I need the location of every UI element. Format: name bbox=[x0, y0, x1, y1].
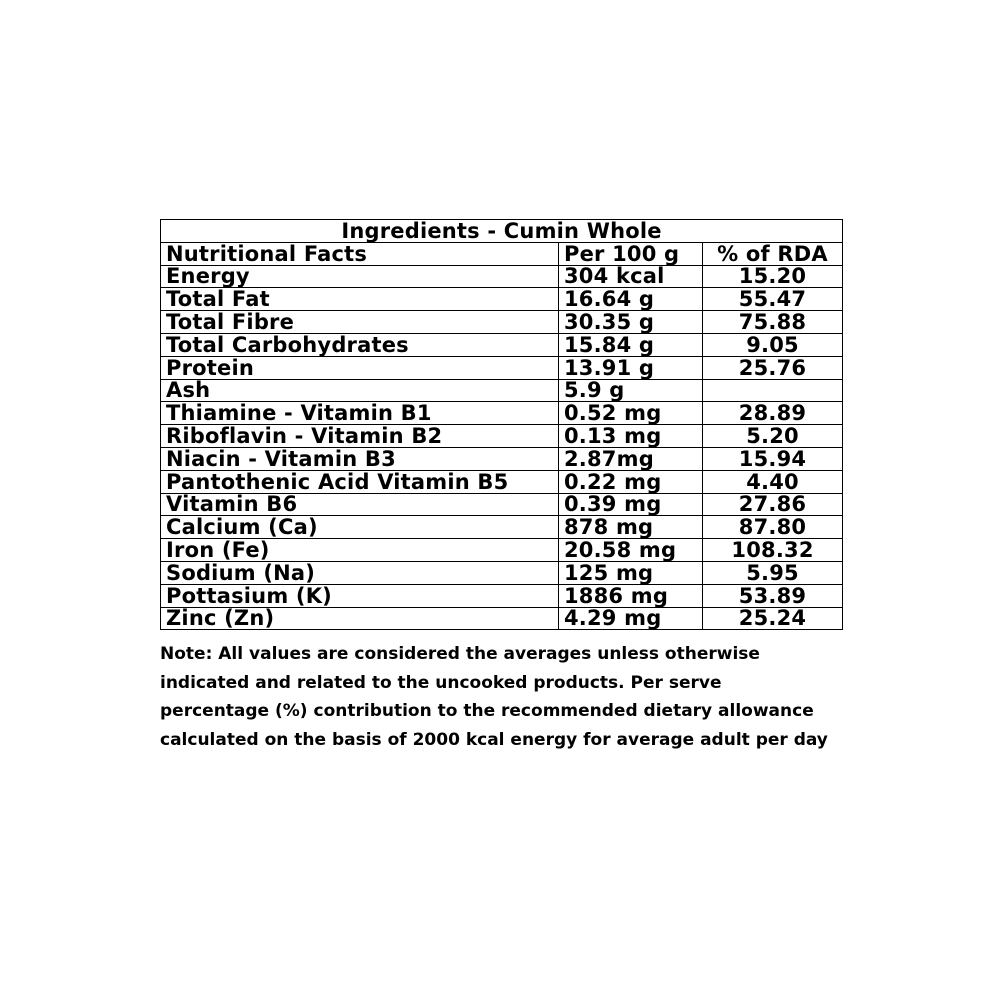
per-100g-value: 15.84 g bbox=[559, 333, 703, 356]
table-title: Ingredients - Cumin Whole bbox=[161, 220, 843, 243]
header-nutritional-facts: Nutritional Facts bbox=[161, 242, 559, 265]
table-row bbox=[161, 288, 843, 311]
rda-value: 87.80 bbox=[703, 516, 843, 539]
per-100g-value: 125 mg bbox=[559, 561, 703, 584]
rda-value: 4.40 bbox=[703, 470, 843, 493]
rda-value bbox=[703, 379, 843, 402]
nutrient-name: Energy bbox=[161, 265, 559, 288]
nutrient-name: Sodium (Na) bbox=[161, 561, 559, 584]
nutrient-name: Total Carbohydrates bbox=[161, 333, 559, 356]
table-body bbox=[161, 242, 843, 630]
per-100g-value: 0.39 mg bbox=[559, 493, 703, 516]
table-row bbox=[161, 333, 843, 356]
nutrient-name: Protein bbox=[161, 356, 559, 379]
nutrient-name: Ash bbox=[161, 379, 559, 402]
per-100g-value: 0.13 mg bbox=[559, 425, 703, 448]
per-100g-value: 878 mg bbox=[559, 516, 703, 539]
table-row bbox=[161, 561, 843, 584]
footnote-line: calculated on the basis of 2000 kcal energy for average adult per day bbox=[160, 729, 828, 750]
rda-value: 28.89 bbox=[703, 402, 843, 425]
nutrient-name: Pantothenic Acid Vitamin B5 bbox=[161, 470, 559, 493]
rda-value: 15.20 bbox=[703, 265, 843, 288]
table-row bbox=[161, 539, 843, 562]
nutrient-name: Calcium (Ca) bbox=[161, 516, 559, 539]
rda-value: 25.76 bbox=[703, 356, 843, 379]
per-100g-value: 4.29 mg bbox=[559, 607, 703, 630]
per-100g-value: 304 kcal bbox=[559, 265, 703, 288]
nutrient-name: Pottasium (K) bbox=[161, 584, 559, 607]
table-title-row bbox=[161, 220, 843, 243]
rda-value: 5.95 bbox=[703, 561, 843, 584]
nutrient-name: Niacin - Vitamin B3 bbox=[161, 447, 559, 470]
header-percent-rda: % of RDA bbox=[703, 242, 843, 265]
table-row bbox=[161, 379, 843, 402]
footnote-line: percentage (%) contribution to the recommended dietary allowance bbox=[160, 701, 814, 722]
table-row bbox=[161, 584, 843, 607]
per-100g-value: 1886 mg bbox=[559, 584, 703, 607]
rda-value: 5.20 bbox=[703, 425, 843, 448]
nutrition-panel bbox=[160, 219, 842, 754]
table-row bbox=[161, 447, 843, 470]
per-100g-value: 16.64 g bbox=[559, 288, 703, 311]
nutrient-name: Thiamine - Vitamin B1 bbox=[161, 402, 559, 425]
table-row bbox=[161, 493, 843, 516]
nutrient-name: Riboflavin - Vitamin B2 bbox=[161, 425, 559, 448]
table-row bbox=[161, 311, 843, 334]
per-100g-value: 0.52 mg bbox=[559, 402, 703, 425]
table-row bbox=[161, 265, 843, 288]
nutrient-name: Total Fibre bbox=[161, 311, 559, 334]
per-100g-value: 30.35 g bbox=[559, 311, 703, 334]
rda-value: 53.89 bbox=[703, 584, 843, 607]
table-header-row bbox=[161, 242, 843, 265]
header-per-100g: Per 100 g bbox=[559, 242, 703, 265]
rda-value: 27.86 bbox=[703, 493, 843, 516]
table-row bbox=[161, 607, 843, 630]
table-row bbox=[161, 425, 843, 448]
nutrient-name: Total Fat bbox=[161, 288, 559, 311]
per-100g-value: 2.87mg bbox=[559, 447, 703, 470]
footnote bbox=[160, 640, 850, 754]
rda-value: 25.24 bbox=[703, 607, 843, 630]
per-100g-value: 13.91 g bbox=[559, 356, 703, 379]
table-row bbox=[161, 470, 843, 493]
rda-value: 15.94 bbox=[703, 447, 843, 470]
footnote-line: indicated and related to the uncooked products. Per serve bbox=[160, 672, 722, 693]
per-100g-value: 5.9 g bbox=[559, 379, 703, 402]
nutrient-name: Iron (Fe) bbox=[161, 539, 559, 562]
per-100g-value: 20.58 mg bbox=[559, 539, 703, 562]
nutrient-name: Zinc (Zn) bbox=[161, 607, 559, 630]
rda-value: 55.47 bbox=[703, 288, 843, 311]
table-row bbox=[161, 356, 843, 379]
table-row bbox=[161, 402, 843, 425]
per-100g-value: 0.22 mg bbox=[559, 470, 703, 493]
nutrition-table bbox=[160, 219, 843, 630]
rda-value: 75.88 bbox=[703, 311, 843, 334]
footnote-line: Note: All values are considered the averages unless otherwise bbox=[160, 644, 760, 665]
rda-value: 9.05 bbox=[703, 333, 843, 356]
table-row bbox=[161, 516, 843, 539]
nutrient-name: Vitamin B6 bbox=[161, 493, 559, 516]
rda-value: 108.32 bbox=[703, 539, 843, 562]
